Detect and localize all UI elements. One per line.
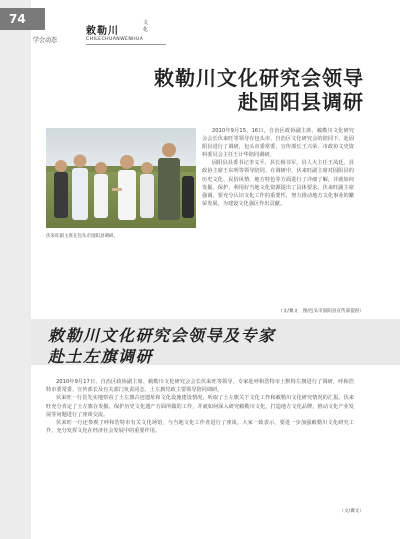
article1-paragraph: 2010年9月15、16日，自治区政协副主席、敕勒川文化研究会会长伏来旺等领导在包头市、自治区文化研究会的陪同下，赴固阳县进行了调研，包头市委常委、宣传部长王兴荣、市政协文史资料委员会主任王计华陪同调研。 [202, 128, 354, 159]
field-visit-photo [46, 128, 196, 228]
article2-title-line1: 敕勒川文化研究会领导及专家 [48, 326, 276, 345]
magazine-pinyin: CHILECHUANWENHUA [86, 37, 144, 42]
article1-photo-caption: 伏来旺副主席在包头市固阳县调研。 [46, 234, 118, 239]
header-divider [86, 44, 166, 45]
article1-photo [46, 128, 196, 228]
page-sidebar [0, 0, 31, 539]
article2-body [46, 378, 354, 435]
article1-paragraph: 固阳县县委书记李义平、县长杨书军，县人大主任王凤廷、县政协主席王东明等领导陪同。在调研中，伏来旺副主席对固阳县的历史文化、民俗风情、地方特色等方面进行了详细了解，并就如何发掘、保护、利用好当地文化资源提出了具体要求。伏来旺副主席强调，要充分认识文化工作的重要性，努力推动地方文化事业的繁荣发展，为建设文化强区作出贡献。 [202, 160, 354, 207]
article2-credit: （文/翼文） [339, 509, 364, 514]
section-label: 学会动态 [33, 37, 58, 44]
article2-paragraph: 2010年9月17日，自治区政协副主席、敕勒川文化研究会会长伏来旺等领导、专家赴呼和浩特市土默特左旗进行了调研，呼和浩特市委常委、宣传部长及有关部门负责同志，土左旗党政主要领导陪同调研。 [46, 379, 354, 394]
page-number: 74 [0, 8, 45, 30]
article1-title-line2: 赴固阳县调研 [238, 90, 364, 114]
article1-title-line1: 敕勒川文化研究会领导 [154, 66, 364, 90]
magazine-title-small: 文 化 [143, 20, 149, 33]
article2-title-line2: 赴土左旗调研 [48, 347, 154, 366]
article2-paragraph: 伏来旺一行首先实地察看了土左旗古迹遗址和文化设施建设情况，听取了土左旗关于文化工作和敕勒川文化研究情况的汇报。伏来旺充分肯定了土左旗在发掘、保护历史文化遗产方面所做的工作，并就如何深入研究敕勒川文化，打造地方文化品牌，推动文化产业发展等问题进行了座谈交流。 [46, 395, 354, 418]
article1-body [202, 127, 354, 208]
article2-paragraph: 伏来旺一行还参观了呼和浩特市有关文化场馆，与当地文化工作者进行了座谈。大家一致表示，要进一步加强敕勒川文化研究工作，充分发挥文化在经济社会发展中的重要作用。 [46, 420, 354, 435]
magazine-title: 敕勒川 [86, 26, 119, 37]
article1-credit: （文/翼文 图/包头市固阳县宣传部提供） [278, 309, 364, 314]
